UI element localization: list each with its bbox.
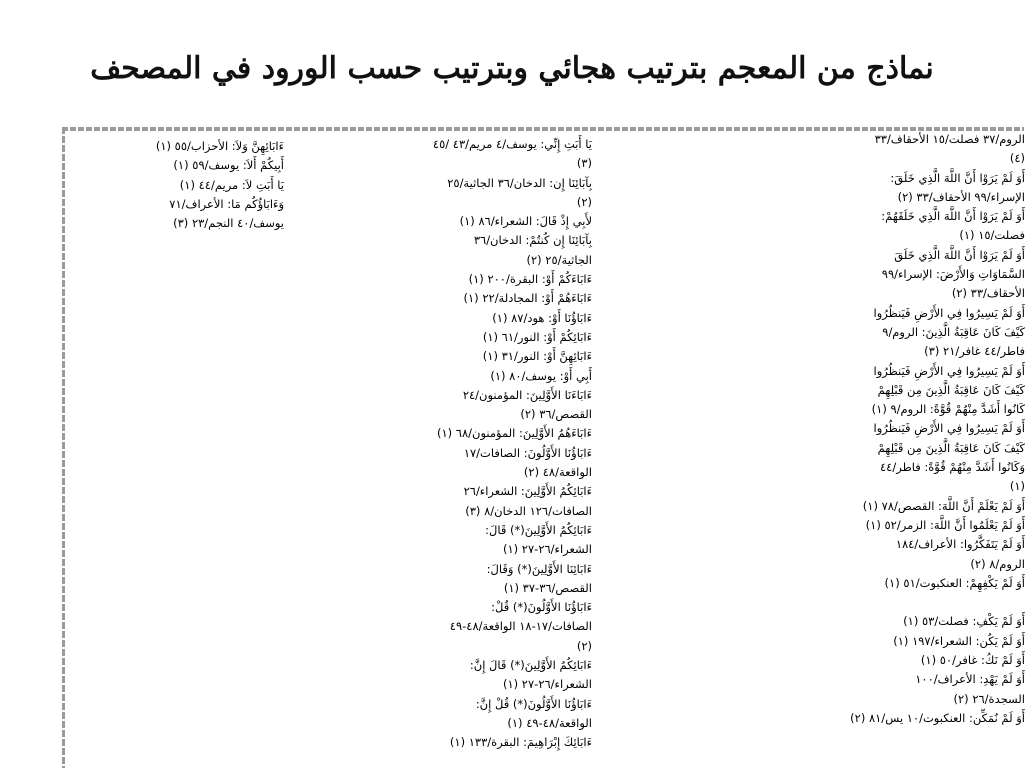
index-entry-line: (٢) [576,638,592,653]
index-column-left [74,137,284,233]
index-entry-line: كَانُوا أَشَدَّ مِنْهُمْ قُوَّةً: الروم/٩ (١) [871,402,1025,417]
index-column-middle [372,135,592,753]
index-entry-line: ءَابَاؤُنَا الأَوَّلُونَ(*) قُلْ: [491,600,592,615]
index-entry-line: السَّمَاوَاتِ وَالأَرْضَ: الإسراء/٩٩ [881,267,1025,282]
index-entry-line: الإسراء/٩٩ الأحقاف/٣٣ (٢) [897,189,1025,204]
index-entry-line: الجاثية/٢٥ (٢) [526,252,592,267]
index-entry-line: الواقعة/٤٨-٤٩ (١) [507,715,592,730]
index-entry-line: ءَابَائِكَ إِبْرَاهِيمَ: البقرة/١٣٣ (١) [449,735,592,750]
index-entry-line: ءَابَائِكُمْ أَوْ: النور/٦١ (١) [482,329,592,344]
index-entry-line: القصص/٣٦-٣٧ (١) [503,580,592,595]
index-entry-line: ءَابَائِهِنَّ وَلاَ: الأحزاب/٥٥ (١) [155,139,284,153]
index-entry-line: (٤) [1009,151,1025,166]
index-entry-line: ءَابَاؤُنَا أَوْ: هود/٨٧ (١) [492,310,592,325]
index-entry-line: بِآبَائِنَا إِن كُنتُمْ: الدخان/٣٦ [473,233,592,248]
index-entry-line: يَا أَبَتِ لاَ: مريم/٤٤ (١) [179,177,284,192]
index-entry-line: كَيْفَ كَانَ عَاقِبَةُ الَّذِينَ: الروم/٩ [882,324,1025,339]
index-entry-line: الشعراء/٢٦-٢٧ (١) [502,542,592,557]
index-entry-line: أَوَ لَمْ يَرَوْا أَنَّ اللَّهَ الَّذِي خَلَقَهُمْ: [881,209,1025,224]
index-entry-line: الأحقاف/٣٣ (٢) [951,286,1025,301]
index-entry-line: الروم/٨ (٢) [970,556,1025,571]
index-entry-line: أَوَ لَمْ نُمَكِّن: العنكبوت/١٠ يس/٨١ (٢) [850,710,1025,725]
index-entry-line: أَوَ لَمْ يَكْفِهِمْ: العنكبوت/٥١ (١) [884,575,1025,590]
index-entry-line: أَوَ لَمْ يَرَوْا أَنَّ اللَّهَ الَّذِي خَلَقَ [894,247,1025,262]
index-entry-line: السجدة/٢٦ (٢) [953,691,1025,706]
index-entry-line: أَوَ لَمْ يَهْدِ: الأعراف/١٠٠ [915,672,1025,687]
index-entry-line: (١) [1009,479,1025,494]
index-entry-line: الواقعة/٤٨ (٢) [523,465,592,480]
index-entry-line: الصافات/١٢٦ الدخان/٨ (٣) [465,503,592,518]
index-entry-line: ءَابَائِنَا الأَوَّلِينَ(*) وَقَالَ: [486,561,592,576]
index-entry-line: أَوَ لَمْ يَرَوْا أَنَّ اللَّهَ الَّذِي خَلَقَ: [890,170,1025,185]
index-entry-line: ءَابَاءَهُمُ الأَوَّلِينَ: المؤمنون/٦٨ (١) [436,426,592,441]
index-entry-line: أَوَ لَمْ يَعْلَمُوا أَنَّ اللَّهَ: الزمر/٥٢ (١) [865,517,1025,532]
index-entry-line: (٢) [576,194,592,209]
left-dashed-rule [62,127,65,768]
index-entry-line: (٣) [576,156,592,171]
index-entry-line: ءَابَائِكُمُ الأَوَّلِينَ(*) قَالَ إِنَّ: [469,658,592,673]
index-entry-line: ءَابَاءَنَا الأَوَّلِينَ: المؤمنون/٢٤ [462,387,592,402]
index-entry-line: وَكَانُوا أَشَدَّ مِنْهُمْ قُوَّةً: فاطر/٤٤ [879,460,1025,475]
index-entry-line: وَءَابَاؤُكُم مَا: الأعراف/٧١ [169,196,284,211]
index-entry-line: ءَابَاءَكُمْ أَوْ: البقرة/٢٠٠ (١) [468,272,592,287]
index-entry-line: أَوَ لَمْ يَسِيرُوا فِي الأَرْضِ فَيَنظُرُوا [873,421,1025,436]
slide-title: نماذج من المعجم بترتيب هجائي وبترتيب حسب الورود في المصحف [90,51,934,86]
index-entry-line: الصافات/١٧-١٨ الواقعة/٤٨-٤٩ [449,619,592,634]
index-entry-line: ءَابَائِكُمُ الأَوَّلِينَ: الشعراء/٢٦ [463,484,592,499]
index-entry-line: بِآبَائِنَا إِن: الدخان/٣٦ الجاثية/٢٥ [447,175,592,190]
index-entry-line: كَيْفَ كَانَ عَاقِبَةُ الَّذِينَ مِن قَبْلِهِمْ [877,440,1025,455]
index-entry-line: ءَابَاؤُنَا الأَوَّلُونَ(*) قُلْ إِنَّ: [475,696,592,711]
index-entry-line: ءَابَائِهِنَّ أَوْ: النور/٣١ (١) [482,349,592,364]
index-entry-line: ءَابَاءَهُمْ أَوْ: المجادلة/٢٢ (١) [463,291,592,306]
index-entry-line: الروم/٣٧ فصلت/١٥ الأحقاف/٣٣ [874,132,1025,146]
index-entry-line: أَوَ لَمْ يَكْفِ: فصلت/٥٣ (١) [903,614,1025,629]
index-entry-line: القصص/٣٦ (٢) [520,407,592,422]
index-entry-line [665,593,1025,612]
index-entry-line: فصلت/١٥ (١) [959,228,1025,243]
index-entry-line: أَوَ لَمْ يَكُن: الشعراء/١٩٧ (١) [893,633,1025,648]
index-entry-line: أَوَ لَمْ يَعْلَمْ أَنَّ اللَّهَ: القصص/٧٨ (١) [862,498,1025,513]
index-column-right [665,130,1025,728]
index-entry-line: يوسف/٤٠ النجم/٢٣ (٣) [173,216,284,231]
index-entry-line: لأَبِي إِذْ قَالَ: الشعراء/٨٦ (١) [459,214,592,229]
index-entry-line: ءَابَائِكُمُ الأَوَّلِينَ(*) قَالَ: [485,522,592,537]
index-entry-line: أَوَ لَمْ يَسِيرُوا فِي الأَرْضِ فَيَنظُرُوا [873,363,1025,378]
index-entry-line: أَبِيكُمْ أَلاَ: يوسف/٥٩ (١) [173,158,284,173]
index-entry-line: يَا أَبَتِ إِنِّي: يوسف/٤ مريم/٤٣ /٤٥ [432,137,592,151]
index-entry-line: أَوَ لَمْ نَكُ: غافر/٥٠ (١) [920,653,1025,668]
index-entry-line: ءَابَاؤُنَا الأَوَّلُونَ: الصافات/١٧ [463,445,592,460]
index-entry-line: كَيْفَ كَانَ عَاقِبَةُ الَّذِينَ مِن قَبْلِهِمْ [877,382,1025,397]
index-entry-line: أَوَ لَمْ يَسِيرُوا فِي الأَرْضِ فَيَنظُرُوا [873,305,1025,320]
index-entry-line: أَبِي أَوْ: يوسف/٨٠ (١) [490,368,592,383]
index-entry-line: فاطر/٤٤ غافر/٢١ (٣) [924,344,1025,359]
index-entry-line: أَوَ لَمْ يَتَفَكَّرُوا: الأعراف/١٨٤ [895,537,1025,552]
index-entry-line: الشعراء/٢٦-٢٧ (١) [502,677,592,692]
